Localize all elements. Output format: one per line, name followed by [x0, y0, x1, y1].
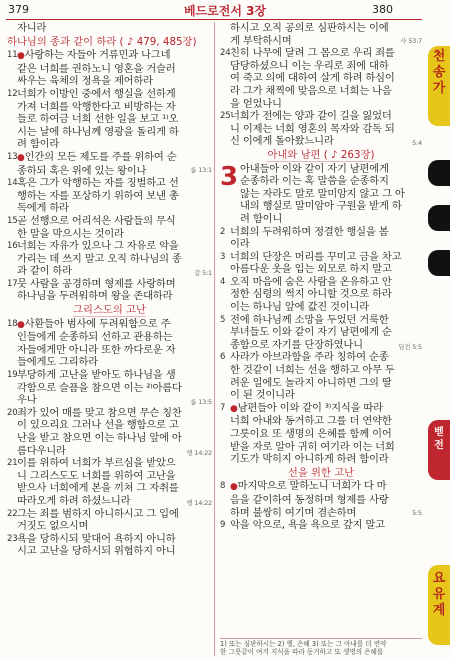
- verse-3: 3 너희의 단장은 머리를 꾸미고 금을 차고 아름다운 옷을 입는 외모로 하지 말고: [220, 250, 402, 276]
- verse-8: 8 ●마지막으로 말하노니 너희가 다 마 음을 같이하여 동정하며 형제를 사랑 하며 불쌍히 여기며 겸손하며 5:5: [220, 480, 422, 519]
- chapter-number: 3: [220, 161, 238, 192]
- tab-jude-revelation[interactable]: 요 유 계: [428, 565, 450, 645]
- tab-marker[interactable]: [428, 205, 450, 231]
- verse-9: 9 악을 악으로, 욕을 욕으로 갚지 말고: [220, 519, 385, 532]
- verse-10-cont: 자니라: [17, 22, 47, 34]
- chapter-title: 베드로전서 3장: [183, 4, 267, 18]
- section-heading: 선을 위한 고난: [287, 466, 355, 479]
- section-heading: 아내와 남편 ( ♪ 263장): [267, 148, 375, 161]
- page-number-left: 379: [8, 3, 29, 16]
- verse-14: 14 혹은 그가 악행하는 자를 징벌하고 선 행하는 자를 포상하기 위하여 보낸 총 독에게 하라: [7, 177, 179, 215]
- cross-reference: 5:5: [412, 509, 422, 518]
- right-column: [220, 22, 422, 652]
- verse-13: 13 ●인간의 모든 제도를 주를 위하여 순 종하되 혹은 위에 있는 왕이나 롬 13:1: [7, 150, 212, 177]
- page-number-right: 380: [372, 3, 393, 16]
- verse-6: 6 사라가 아브라함을 주라 칭하여 순종 한 것같이 너희는 선을 행하고 아무 두 려운 일에도 놀라지 아니하면 그의 딸 이 된 것이니라: [220, 351, 395, 402]
- verse-22: 22 그는 죄를 범하지 아니하시고 그 입에 거짓도 없으시며: [7, 507, 179, 533]
- cross-reference: 롬 13:5: [190, 398, 212, 407]
- cross-reference: 갈 5:1: [194, 269, 212, 278]
- verse-11: 11 ●사랑하는 자들아 거류민과 나그네 같은 너희를 권하노니 영혼을 거슬러 싸우는 육체의 정욕을 제어하라: [7, 49, 176, 88]
- tab-current-book[interactable]: 벧 전: [428, 420, 450, 480]
- cross-reference: 5:4: [412, 139, 422, 148]
- tab-hymnal[interactable]: 천 송 가: [428, 46, 450, 126]
- verse-25: 25 너희가 전에는 양과 같이 길을 잃었더 니 이제는 너희 영혼의 목자와 감독 되 신 이에게 돌아왔느니라 5:4: [220, 110, 422, 148]
- page-header: [0, 0, 450, 20]
- verse-24: 24 친히 나무에 달려 그 몸으로 우리 죄를 담당하셨으니 이는 우리로 죄에 대하 여 죽고 의에 대하여 살게 하려 하심이 라 그가 채찍에 맞음으로 너희는 나음 을 얻었나니: [220, 47, 395, 110]
- verse-23: 23 욕을 당하시되 맞대어 욕하지 아니하 시고 고난을 당하시되 위협하지 아니: [7, 532, 176, 558]
- hymn-reference: 하나님의 종과 같이 하라 ( ♪ 479, 485장): [7, 35, 197, 48]
- cross-reference: 행 14:22: [186, 499, 212, 508]
- left-column: [7, 22, 212, 652]
- cross-reference: 행 14:22: [186, 448, 212, 457]
- cross-reference: 사 53:7: [400, 37, 422, 45]
- verse-17: 17 뭇 사람을 공경하며 형제를 사랑하며 하나님을 두려워하며 왕을 존대하라: [7, 277, 176, 303]
- verse-16: 16 너희는 자유가 있으나 그 자유로 악을 가리는 데 쓰지 말고 오직 하나님의 종 과 같이 하라 갈 5:1: [7, 240, 212, 278]
- cross-reference: 딤전 5:5: [398, 342, 422, 351]
- verse-marker: ●: [17, 51, 25, 62]
- section-heading: 그리스도의 고난: [73, 304, 146, 317]
- verse-4: 4 오직 마음에 숨은 사람을 온유하고 안 정한 심령의 썩지 아니할 것으로 하라 이는 하나님 앞에 값진 것이니라: [220, 275, 392, 314]
- verse-23-cont: 하시고 오직 공의로 심판하시는 이에 게 부탁하시며 사 53:7: [230, 22, 422, 47]
- verse-1: 3 아내들아 이와 같이 자기 남편에게 순종하라 이는 혹 말씀을 순종하지 않는 자라도 말로 말미암지 않고 그 아 내의 행실로 말미암아 구원을 받게 하 려 함이니: [220, 161, 405, 225]
- verse-15: 15 곧 선행으로 어리석은 사람들의 무식 한 말을 막으시는 것이라: [7, 214, 176, 240]
- header-rule: [6, 19, 422, 20]
- verse-2: 2 너희의 두려워하며 정결한 행실을 봄 이라: [220, 225, 389, 251]
- verse-21: 21 이를 위하여 너희가 부르심을 받았으 니 그리스도도 너희를 위하여 고난을 받으사 너희에게 본을 끼쳐 그 자취를 따라오게 하려 하셨느니라 행 14:22: [7, 457, 212, 507]
- verse-7: 7 ●남편들아 이와 같이 ³⁾지식을 따라 너희 아내와 동거하고 그를 더 연약한 그릇이요 또 생명의 은혜를 함께 이어 받을 자로 알아 귀히 여기라 이는 너희 기도가 막히지 아니하게 하려 함이라: [220, 401, 395, 466]
- tab-marker[interactable]: [428, 160, 450, 186]
- footnote: 1) 또는 심판하시는 2) 헬, 은혜 3) 또는 그 아내를 더 연약 한 그릇같이 여겨 지식을 따라 동거하고 또 생명의 은혜를: [220, 638, 422, 656]
- verse-5: 5 전에 하나님께 소망을 두었던 거룩한 부녀들도 이와 같이 자기 남편에게 순 종함으로 자기를 단장하였나니 딤전 5:5: [220, 314, 422, 352]
- verse-18: 18 ●사환들아 범사에 두려워함으로 주 인들에게 순종하되 선하고 관용하는 자들에게만 아니라 또한 까다로운 자 들에게도 그리하라: [7, 317, 176, 369]
- verse-12: 12 너희가 이방인 중에서 행실을 선하게 가져 너희를 악행한다고 비방하는 자 들로 하여금 너희 선한 일을 보고 ¹⁾오 시는 날에 하나님께 영광을 돌리게 하 려 함이라: [7, 87, 179, 151]
- cross-reference: 롬 13:1: [190, 165, 212, 174]
- tab-marker[interactable]: [428, 250, 450, 276]
- column-divider: [214, 22, 215, 656]
- verse-20: 20 죄가 있어 매를 맞고 참으면 무슨 칭찬 이 있으리요 그러나 선을 행함으로 고 난을 받고 참으면 이는 하나님 앞에 아 름다우니라 행 14:22: [7, 407, 212, 457]
- verse-19: 19 부당하게 고난을 받아도 하나님을 생 각함으로 슬픔을 참으면 이는 ²⁾아름다 우나 롬 13:5: [7, 369, 212, 407]
